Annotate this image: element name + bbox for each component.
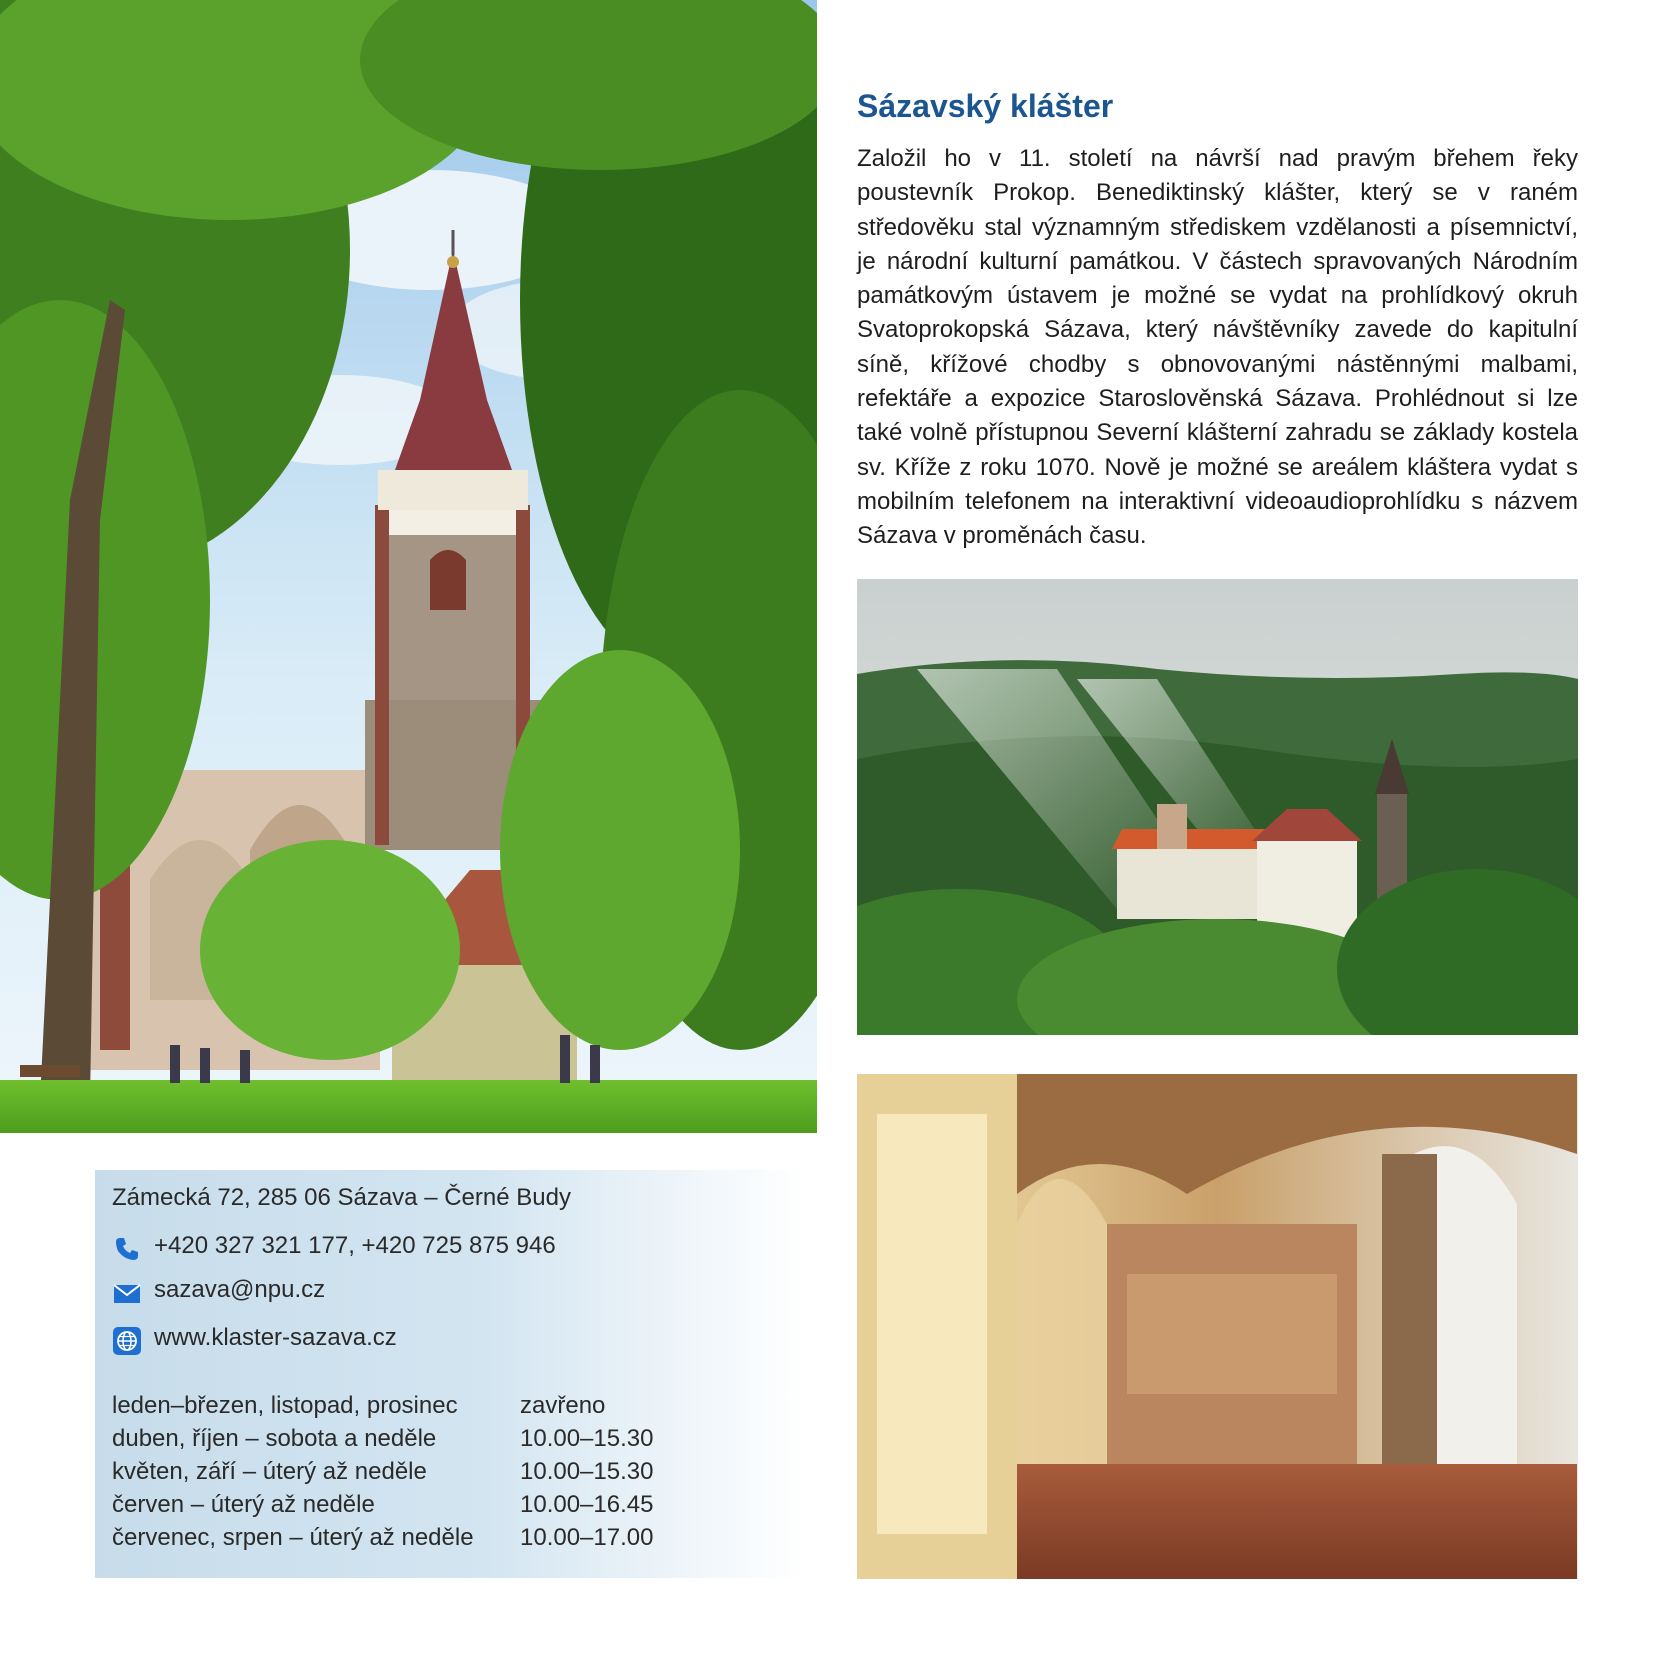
hours-row (112, 1425, 712, 1458)
contact-info-box (95, 1170, 805, 1578)
church-tower-photo (0, 0, 817, 1133)
hours-row (112, 1458, 712, 1491)
article-body: Založil ho v 11. století na návrší nad pravým břehem řeky poustevník Prokop. Benediktinský klášter, který se v raném středověku stal významným střediskem vzdělanosti a písemnictví, je národní kulturní památkou. V částech spravovaných Národním památkovým ústavem je možné se vydat na prohlídkový okruh Svatoprokopská Sázava, který návštěvníky zavede do kapitulní síně, křížové chodby s obnovovanými nástěnnými malbami, refektáře a expozice Staroslověnská Sázava. Prohlédnout si lze také volně přístupnou Severní klášterní zahradu se základy kostela sv. Kříže z roku 1070. Nově je možné se areálem kláštera vydat s mobilním telefonem na interaktivní videoaudioprohlídku s názvem Sázava v proměnách času. (857, 145, 1578, 550)
cloister-corridor-photo (857, 1074, 1578, 1579)
hours-time: 10.00–15.30 (520, 1425, 654, 1452)
website-url: www.klaster-sazava.cz (154, 1324, 397, 1351)
hours-time: zavřeno (520, 1392, 606, 1419)
hours-row (112, 1524, 712, 1557)
globe-icon (112, 1326, 142, 1356)
hours-time: 10.00–17.00 (520, 1524, 654, 1551)
phone-icon (112, 1234, 142, 1264)
phone-numbers: +420 327 321 177, +420 725 875 946 (154, 1232, 556, 1259)
hours-row (112, 1392, 712, 1425)
hours-period: leden–březen, listopad, prosinec (112, 1392, 458, 1419)
monastery-landscape-photo (857, 579, 1578, 1035)
hours-time: 10.00–16.45 (520, 1491, 654, 1518)
hours-period: květen, září – úterý až neděle (112, 1458, 427, 1485)
opening-hours (112, 1392, 712, 1557)
email-address: sazava@npu.cz (154, 1276, 326, 1303)
article-title: Sázavský klášter (857, 88, 1114, 124)
hours-time: 10.00–15.30 (520, 1458, 654, 1485)
envelope-icon (112, 1278, 142, 1308)
hours-period: duben, říjen – sobota a neděle (112, 1425, 437, 1452)
hours-row (112, 1491, 712, 1524)
address-text: Zámecká 72, 285 06 Sázava – Černé Budy (112, 1184, 571, 1211)
hours-period: červen – úterý až neděle (112, 1491, 375, 1518)
hours-period: červenec, srpen – úterý až neděle (112, 1524, 474, 1551)
